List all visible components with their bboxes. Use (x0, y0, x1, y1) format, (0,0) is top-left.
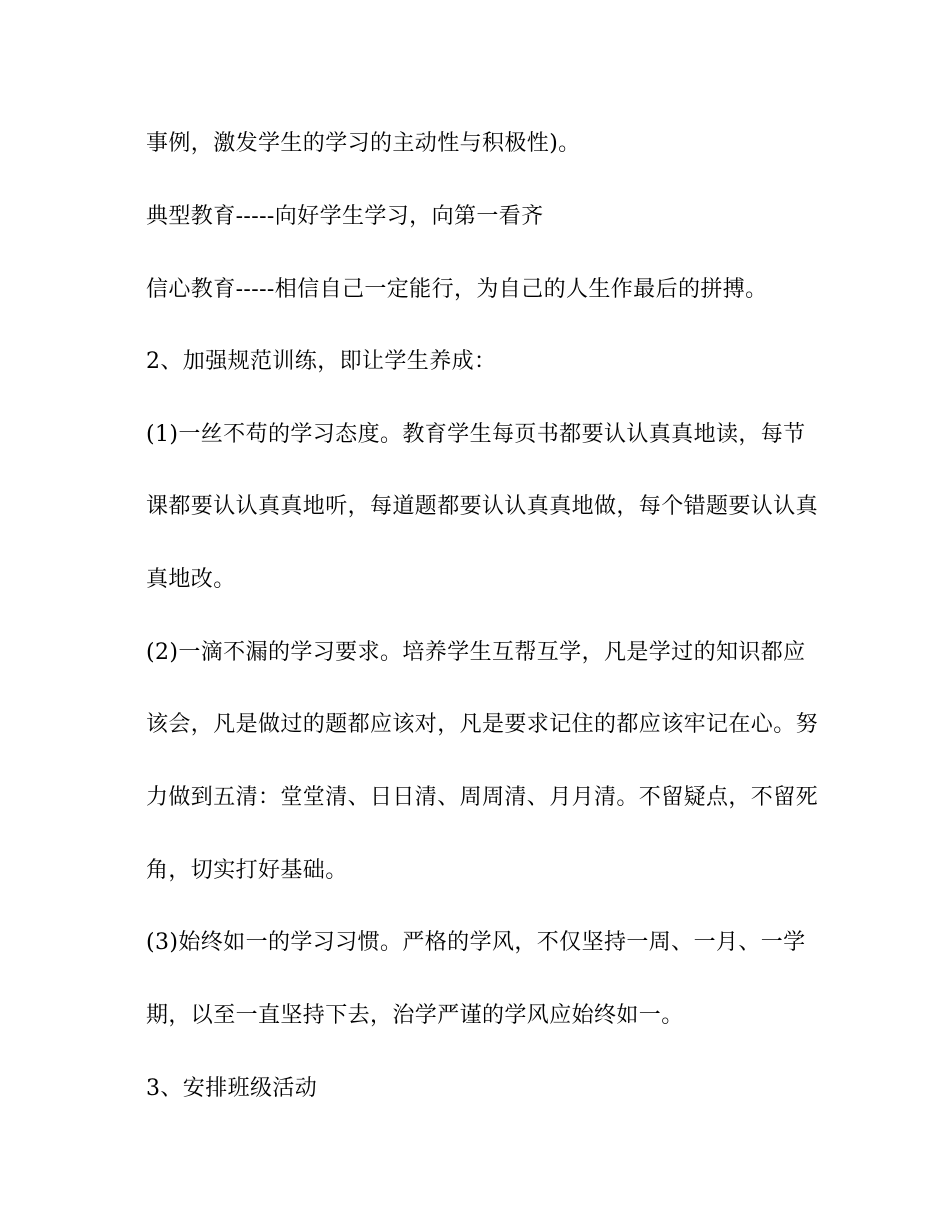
text-line: 该会，凡是做过的题都应该对，凡是要求记住的都应该牢记在心。努 (146, 712, 819, 737)
text-line: 3、安排班级活动 (146, 1076, 318, 1101)
text-line: 信心教育-----相信自己一定能行，为自己的人生作最后的拼搏。 (146, 277, 768, 302)
text-line: (2)一滴不漏的学习要求。培养学生互帮互学，凡是学过的知识都应 (146, 640, 806, 665)
text-line: 典型教育-----向好学生学习，向第一看齐 (146, 204, 544, 229)
text-line: (3)始终如一的学习习惯。严格的学风，不仅坚持一周、一月、一学 (146, 930, 806, 955)
text-line: 角，切实打好基础。 (146, 858, 348, 883)
text-line: 事例，激发学生的学习的主动性与积极性)。 (146, 131, 581, 156)
text-line: 期，以至一直坚持下去，治学严谨的学风应始终如一。 (146, 1003, 684, 1028)
text-line: 课都要认认真真地听，每道题都要认认真真地做，每个错题要认认真 (146, 494, 819, 519)
text-line: 真地改。 (146, 567, 236, 592)
text-line: (1)一丝不苟的学习态度。教育学生每页书都要认认真真地读，每节 (146, 422, 806, 447)
text-line: 力做到五清：堂堂清、日日清、周周清、月月清。不留疑点，不留死 (146, 785, 819, 810)
text-line: 2、加强规范训练，即让学生养成： (146, 349, 497, 374)
